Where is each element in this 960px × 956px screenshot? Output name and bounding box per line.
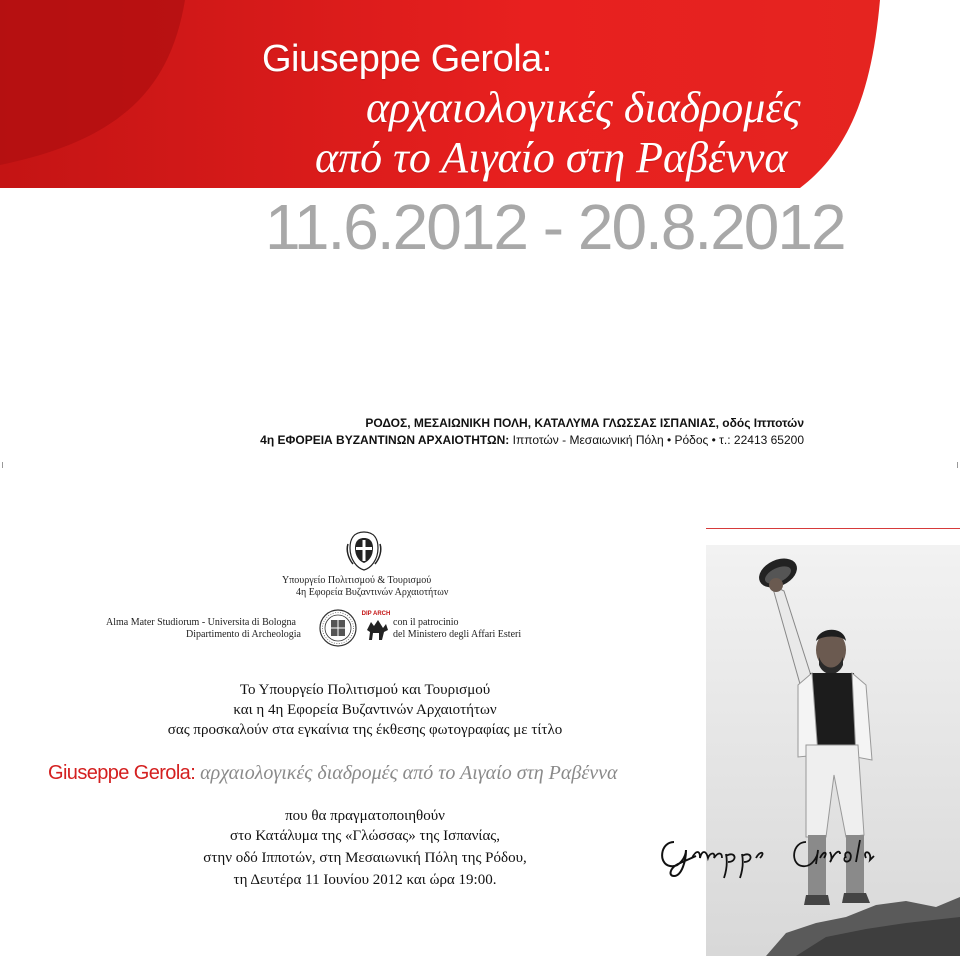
exhibition-title-subtitle-line2: από το Αιγαίο στη Ραβέννα [315, 133, 788, 182]
exhibition-title-inline [48, 762, 617, 785]
event-detail-1: που θα πραγματοποιηθούν [285, 808, 445, 824]
fold-mark-right [957, 462, 958, 468]
gerola-photograph [706, 545, 960, 956]
invitation-line-2: και η 4η Εφορεία Βυζαντινών Αρχαιοτήτων [233, 702, 497, 718]
invitation-line-3: σας προσκαλούν στα εγκαίνια της έκθεσης φωτογραφίας με τίτλο [167, 722, 563, 738]
venue-contact-details: Ιπποτών - Μεσαιωνική Πόλη • Ρόδος • τ.: 22413 65200 [509, 433, 804, 447]
ephorate-name: 4η Εφορεία Βυζαντινών Αρχαιοτήτων [296, 587, 449, 598]
event-detail-4: τη Δευτέρα 11 Ιουνίου 2012 και ώρα 19:00. [233, 872, 497, 888]
greek-coat-of-arms-icon [344, 528, 384, 572]
department-logo-icon [362, 608, 390, 644]
invitation-line-1: Το Υπουργείο Πολιτισμού και Τουρισμού [239, 682, 491, 698]
exhibition-name-inline: Giuseppe Gerola: [48, 762, 196, 784]
exhibition-dates: 11.6.2012 - 20.8.2012 [265, 191, 845, 263]
venue-contact [260, 433, 804, 447]
university-seal-icon [318, 608, 358, 648]
event-detail-2: στο Κατάλυμα της «Γλώσσας» της Ισπανίας, [229, 828, 500, 844]
exhibition-subtitle-inline: αρχαιολογικές διαδρομές από το Αιγαίο στη Ραβέννα [195, 762, 618, 784]
department-logo-text: DIP ARCH [362, 611, 390, 617]
university-name: Alma Mater Studiorum - Universita di Bologna [106, 617, 296, 628]
patronage-ministry: del Ministero degli Affari Esteri [393, 629, 522, 640]
venue-address: ΡΟΔΟΣ, ΜΕΣΑΙΩΝΙΚΗ ΠΟΛΗ, ΚΑΤΑΛΥΜΑ ΓΛΩΣΣΑΣ ΙΣΠΑΝΙΑΣ, οδός Ιπποτών [365, 416, 804, 430]
gerola-signature [656, 820, 886, 880]
exhibition-title-subtitle-line1: αρχαιολογικές διαδρομές [366, 83, 801, 132]
photo-top-rule [706, 528, 960, 529]
venue-contact-org: 4η ΕΦΟΡΕΙΑ ΒΥΖΑΝΤΙΝΩΝ ΑΡΧΑΙΟΤΗΤΩΝ: [260, 433, 510, 447]
fold-mark-left [2, 462, 3, 468]
exhibition-title-name: Giuseppe Gerola: [262, 38, 552, 80]
university-department: Dipartimento di Archeologia [186, 629, 301, 640]
patronage-label: con il patrocinio [393, 617, 459, 628]
ministry-name: Υπουργείο Πολιτισμού & Τουρισμού [282, 575, 432, 586]
event-detail-3: στην οδό Ιπποτών, στη Μεσαιωνική Πόλη της Ρόδου, [203, 850, 527, 866]
